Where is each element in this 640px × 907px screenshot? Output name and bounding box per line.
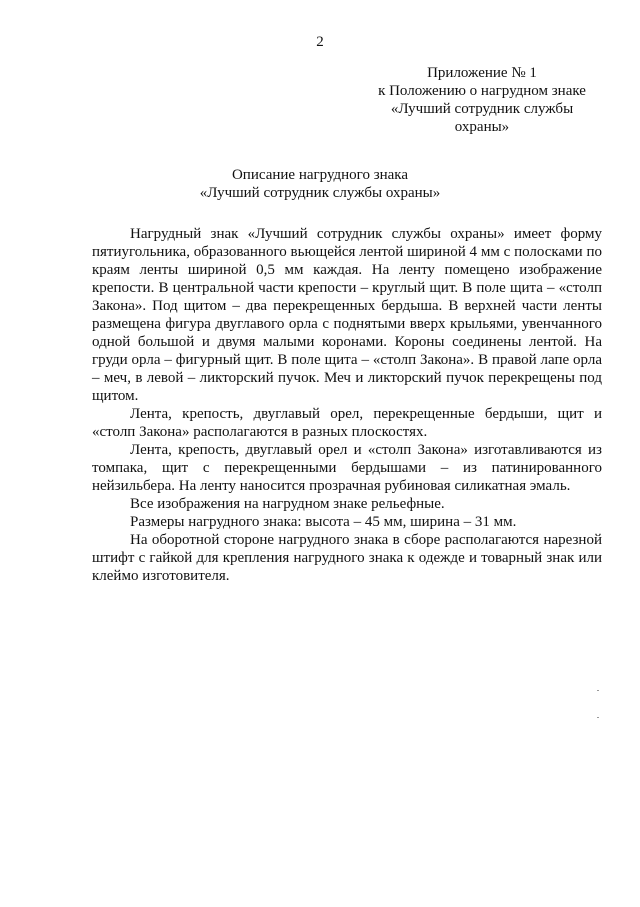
paragraph: На оборотной стороне нагрудного знака в сборе располагаются нарезной штифт с гайкой для крепления нагрудного знака к одежде и товарный знак или клеймо изготовителя. xyxy=(92,532,602,584)
paragraph: Размеры нагрудного знака: высота – 45 мм, ширина – 31 мм. xyxy=(130,514,517,530)
page-number: 2 xyxy=(316,34,324,50)
paragraph: Все изображения на нагрудном знаке рельефные. xyxy=(130,496,445,512)
title-line: Описание нагрудного знака xyxy=(231,167,409,183)
title-line: «Лучший сотрудник службы охраны» xyxy=(199,185,441,201)
appendix-line: «Лучший сотрудник службы xyxy=(390,101,574,117)
scan-speck xyxy=(597,690,599,691)
scan-speck xyxy=(597,717,599,718)
body-text xyxy=(92,225,602,585)
document-title xyxy=(0,166,640,202)
appendix-line: Приложение № 1 xyxy=(427,65,537,81)
appendix-line: к Положению о нагрудном знаке xyxy=(378,83,586,99)
paragraph: Лента, крепость, двуглавый орел, перекрещенные бердыши, щит и «столп Закона» располагаются в разных плоскостях. xyxy=(92,406,602,440)
paragraph: Лента, крепость, двуглавый орел и «столп Закона» изготавливаются из томпака, щит с перекрещенными бердышами – из патинированного нейзильбера. На ленту наносится прозрачная рубиновая силикатная эмаль. xyxy=(92,442,602,494)
appendix-header xyxy=(372,64,592,136)
paragraph: Нагрудный знак «Лучший сотрудник службы охраны» имеет форму пятиугольника, образованного вьющейся лентой шириной 4 мм с полосками по краям ленты шириной 0,5 мм каждая. На ленту помещено изображение крепости. В центральной части крепости – круглый щит. В поле щита – «столп Закона». Под щитом – два перекрещенных бердыша. В верхней части ленты размещена фигура двуглавого орла с поднятыми вверх крыльями, увенчанного одной большой и двумя малыми коронами. Короны соединены лентой. На груди орла – фигурный щит. В поле щита – «столп Закона». В правой лапе орла – меч, в левой – ликторский пучок. Меч и ликторский пучок перекрещены под щитом. xyxy=(92,226,602,404)
appendix-line: охраны» xyxy=(454,119,510,135)
